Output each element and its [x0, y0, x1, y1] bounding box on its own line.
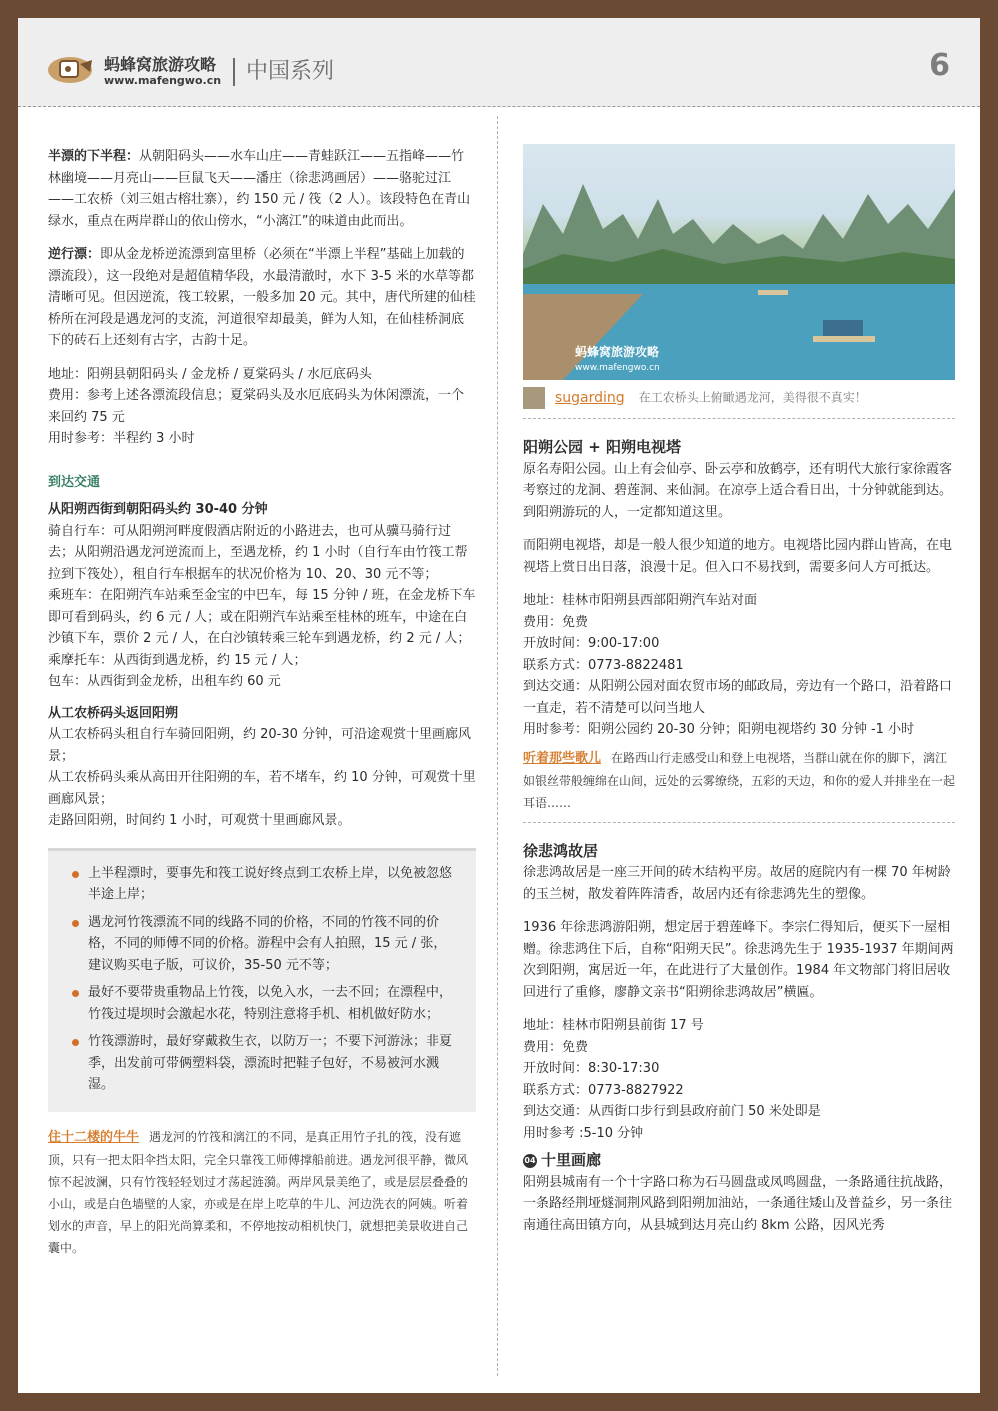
page-number: 6	[929, 48, 950, 83]
shili-paragraph: 阳朔县城南有一个十字路口称为石马圆盘或凤鸣圆盘，一条路通往抗战路，一条路经荆垭燧洞荆风路到阳朔加油站，一条通往矮山及普益乡，另一条往南通往高田镇方向，从县城到达月亮山约 8km 公路，因风光秀	[523, 1174, 953, 1233]
logo-text: 蚂蜂窝旅游攻略	[104, 55, 217, 74]
logo-url[interactable]: www.mafengwo.cn	[104, 74, 222, 87]
park-paragraph: 原名寿阳公园。山上有会仙亭、卧云亭和放鹤亭，还有明代大旅行家徐霞客考察过的龙洞、碧莲洞、来仙洞。在凉亭上适合看日出，十分钟就能到达。到阳朔游玩的人，一定都知道这里。	[523, 461, 953, 520]
traveler-quote	[48, 1126, 476, 1259]
info-line: 地址：桂林市阳朔县前街 17 号	[523, 1018, 704, 1033]
route-line: 骑自行车：可从阳朔河畔度假酒店附近的小路进去，也可从骥马骑行过去；从阳朔沿遇龙河逆流而上，至遇龙桥，约 1 小时（自行车由竹筏工帮拉到下筏处），租自行车根据车的状况价格为 10、20、30 元不等；	[48, 523, 468, 582]
info-line: 到达交通：从阳朔公园对面农贸市场的邮政局，旁边有一个路口，沿着路口一直走，若不清楚可以问当地人	[523, 679, 953, 716]
tip-item: 上半程漂时，要事先和筏工说好终点到工农桥上岸，以免被忽悠半途上岸；	[72, 863, 458, 906]
tip-item: 最好不要带贵重物品上竹筏，以免入水，一去不回；在漂程中，竹筏过堤坝时会激起水花，特别注意将手机、相机做好防水；	[72, 982, 458, 1025]
info-line: 地址：桂林市阳朔县西部阳朔汽车站对面	[523, 593, 758, 608]
xu-paragraph: 徐悲鸿故居是一座三开间的砖木结构平房。故居的庭院内有一棵 70 年树龄的玉兰树，散发着阵阵清香，故居内还有徐悲鸿先生的塑像。	[523, 865, 951, 902]
tip-item: 竹筏漂游时，最好穿戴救生衣，以防万一；不要下河游泳；非夏季，出发前可带俩塑料袋，漂流时把鞋子包好，不易被河水溅湿。	[72, 1031, 458, 1096]
route-line: 从工农桥码头乘从高田开往阳朔的车，若不堵车，约 10 分钟，可观赏十里画廊风景；	[48, 770, 476, 807]
reverse-rafting	[48, 244, 476, 352]
park-paragraph: 而阳朔电视塔，却是一般人很少知道的地方。电视塔比园内群山皆高，在电视塔上赏日出日落，浪漫十足。但入口不易找到，需要多问人方可抵达。	[523, 538, 953, 575]
tip-item: 遇龙河竹筏漂流不同的线路不同的价格，不同的竹筏不同的价格，不同的师傅不同的价格。游程中会有人拍照，15 元 / 张，建议购买电子版，可议价，35-50 元不等；	[72, 912, 458, 977]
section-title-park: 阳朔公园 + 阳朔电视塔	[523, 438, 682, 456]
traveler-quote	[523, 747, 955, 823]
section-title-text: 十里画廊	[541, 1151, 602, 1169]
page	[18, 18, 980, 1393]
info-line: 开放时间：8:30-17:30	[523, 1061, 660, 1076]
route-line: 走路回阳朔，时间约 1 小时，可观赏十里画廊风景。	[48, 813, 351, 828]
info-line: 用时参考 :5-10 分钟	[523, 1125, 644, 1141]
section-title-shili	[523, 1150, 955, 1172]
quote-text: 遇龙河的竹筏和漓江的不同，是真正用竹子扎的筏，没有遮顶，只有一把太阳伞挡太阳，完全只靠筏工师傅撑船前进。遇龙河很平静，微风惊不起波澜，只有竹筏轻轻划过才荡起涟漪。两岸风景美绝了，或是层层叠叠的小山，或是白色墙壁的人家，亦或是在岸上吃草的牛儿、河边洗衣的阿姨。听着划水的声音，早上的阳光尚算柔和，不停地按动相机快门，就想把美景收进自己囊中。	[48, 1129, 469, 1255]
route-title: 从工农桥码头返回阳朔	[48, 705, 179, 721]
info-line: 费用：免费	[523, 1039, 589, 1055]
transport-heading: 到达交通	[48, 474, 101, 490]
route-line: 乘摩托车：从西街到遇龙桥，约 15 元 / 人；	[48, 652, 307, 668]
quote-text: 在路西山行走感受山和登上电视塔，当群山就在你的脚下，漓江如银丝带般缠绵在山间，远处的云雾缭绕，五彩的天边，和你的爱人并排坐在一起耳语……	[523, 750, 956, 810]
paragraph-label: 逆行漂：	[48, 247, 101, 262]
route-line: 从工农桥码头租自行车骑回阳朔，约 20-30 分钟，可沿途观赏十里画廊风景；	[48, 727, 472, 764]
route-line: 乘班车：在阳朔汽车站乘至金宝的中巴车，每 15 分钟 / 班，在金龙桥下车即可看到码头，约 6 元 / 人；或在阳朔汽车站乘至桂林的班车，中途在白沙镇下车，票价 2 元 / 人，在白沙镇转乘三轮车到遇龙桥，约 2 元 / 人；	[48, 588, 476, 646]
xu-paragraph: 1936 年徐悲鸿游阳朔，想定居于碧莲峰下。李宗仁得知后，便买下一屋相赠。徐悲鸿住下后，自称“阳朔天民”。徐悲鸿先生于 1935-1937 年期间两次到阳朔，寓居近一年，在此进行了大量创作。1984 年文物部门将旧居收回进行了重修，廖静文亲书“阳朔徐悲鸿故居”横匾。	[523, 920, 954, 1000]
left-column	[48, 146, 476, 1259]
header-separator	[233, 58, 235, 86]
xu-info	[523, 1015, 955, 1144]
tips-box	[48, 848, 476, 1112]
info-line: 到达交通：从西街口步行到县政府前门 50 米处即是	[523, 1104, 821, 1119]
mafengwo-logo-icon	[46, 52, 98, 86]
avatar[interactable]	[523, 387, 545, 409]
half-rafting-lower	[48, 146, 476, 232]
page-header	[18, 18, 980, 107]
info-line: 地址：阳朔县朝阳码头 / 金龙桥 / 夏棠码头 / 水厄底码头	[48, 366, 372, 382]
quote-author-link[interactable]: 听着那些歌儿	[523, 750, 602, 766]
info-line: 费用：免费	[523, 614, 589, 630]
route-line: 包车：从西街到金龙桥，出租车约 60 元	[48, 674, 281, 689]
info-line: 费用：参考上述各漂流段信息；夏棠码头及水厄底码头为休闲漂流，一个来回约 75 元	[48, 388, 465, 425]
right-column	[523, 144, 955, 1236]
paragraph-text: 即从金龙桥逆流漂到富里桥（必须在“半漂上半程”基础上加载的漂流段），这一段绝对是超值精华段，水最清澈时，水下 3-5 米的水草等都清晰可见。但因逆流，筏工较累，一般多加 20 元。其中，唐代所建的仙桂桥所在河段是遇龙河的支流，河道很窄却最美，鲜为人知，在仙桂桥洞底下的砖石上还刻有古字，古韵十足。	[48, 247, 476, 348]
column-divider	[497, 116, 498, 1376]
park-info	[523, 590, 955, 741]
number-badge: 04	[523, 1154, 537, 1168]
rafting-info	[48, 364, 476, 450]
photo-caption	[523, 384, 955, 419]
paragraph-label: 半漂的下半程：	[48, 149, 140, 164]
watermark-text: 蚂蜂窝旅游攻略	[575, 345, 660, 359]
paragraph-text: 从朝阳码头——水车山庄——青蛙跃江——五指峰——竹林幽境——月亮山——巨鼠飞天——潘庄（徐悲鸿画居）——骆驼过江——工农桥（刘三姐古榕壮寨），约 150 元 / 筏（2 人）。该段特色在青山绿水，重点在两岸群山的依山傍水，“小漓江”的味道由此而出。	[48, 149, 471, 229]
watermark-url: www.mafengwo.cn	[575, 363, 660, 373]
info-line: 用时参考：阳朔公园约 20-30 分钟；阳朔电视塔约 30 分钟 -1 小时	[523, 722, 915, 737]
caption-text: 在工农桥头上俯瞰遇龙河，美得很不真实！	[638, 390, 867, 405]
route-title: 从阳朔西街到朝阳码头约 30-40 分钟	[48, 502, 268, 517]
quote-author-link[interactable]: 住十二楼的牛牛	[48, 1129, 140, 1145]
info-line: 开放时间：9:00-17:00	[523, 636, 660, 651]
info-line: 联系方式：0773-8827922	[523, 1082, 684, 1098]
series-title: 中国系列	[246, 59, 335, 84]
info-line: 用时参考：半程约 3 小时	[48, 431, 195, 446]
info-line: 联系方式：0773-8822481	[523, 657, 684, 673]
caption-user-link[interactable]: sugarding	[555, 389, 625, 406]
yulong-river-photo	[523, 144, 955, 380]
section-title-xu: 徐悲鸿故居	[523, 841, 599, 860]
